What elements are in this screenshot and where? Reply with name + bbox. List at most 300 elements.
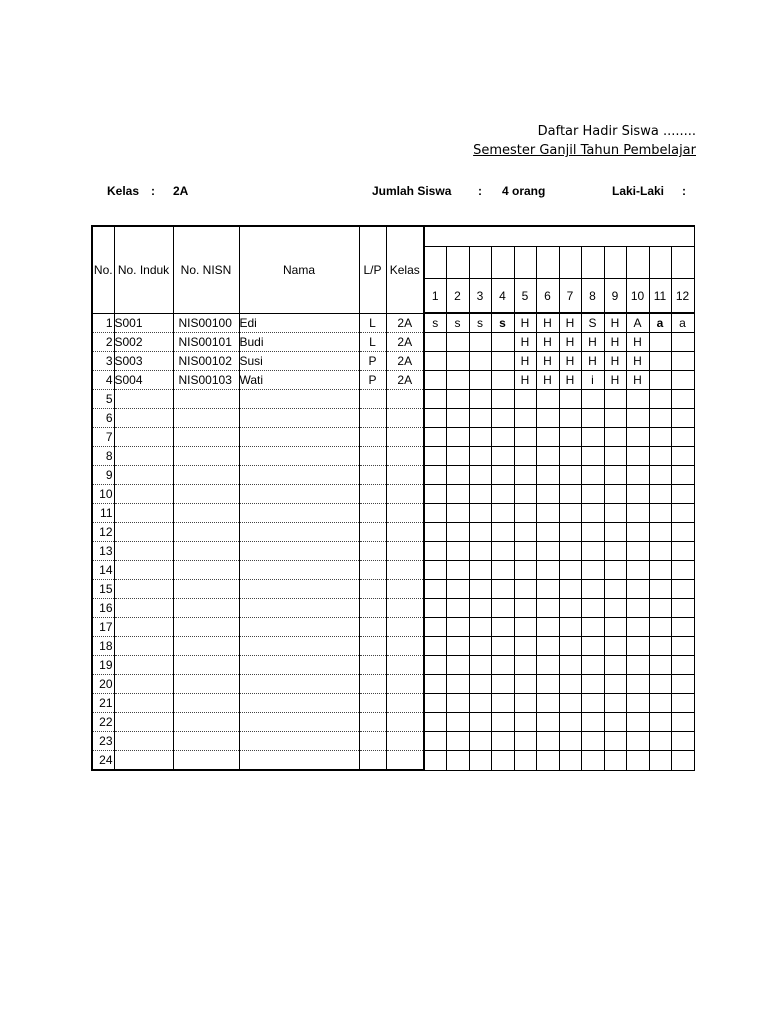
cell-no-induk[interactable] <box>114 675 173 694</box>
cell-attendance-day-9[interactable] <box>604 656 626 675</box>
cell-attendance-day-10[interactable] <box>626 618 649 637</box>
cell-no-induk[interactable] <box>114 656 173 675</box>
cell-nama[interactable] <box>239 523 359 542</box>
cell-attendance-day-2[interactable] <box>446 466 469 485</box>
cell-attendance-day-10[interactable] <box>626 447 649 466</box>
cell-kelas[interactable] <box>386 466 424 485</box>
cell-no-induk[interactable] <box>114 466 173 485</box>
cell-attendance-day-6[interactable] <box>536 732 559 751</box>
cell-lp[interactable] <box>359 599 386 618</box>
cell-attendance-day-12[interactable] <box>671 561 694 580</box>
cell-lp[interactable]: P <box>359 352 386 371</box>
cell-no-induk[interactable]: S003 <box>114 352 173 371</box>
cell-attendance-day-12[interactable] <box>671 352 694 371</box>
cell-attendance-day-5[interactable] <box>514 599 536 618</box>
cell-attendance-day-10[interactable]: H <box>626 352 649 371</box>
cell-nisn[interactable] <box>173 713 239 732</box>
cell-attendance-day-1[interactable] <box>424 675 446 694</box>
cell-kelas[interactable] <box>386 561 424 580</box>
cell-attendance-day-3[interactable] <box>469 580 491 599</box>
cell-attendance-day-6[interactable] <box>536 523 559 542</box>
cell-kelas[interactable]: 2A <box>386 371 424 390</box>
cell-nama[interactable] <box>239 618 359 637</box>
cell-attendance-day-5[interactable] <box>514 390 536 409</box>
cell-attendance-day-10[interactable] <box>626 732 649 751</box>
cell-kelas[interactable] <box>386 485 424 504</box>
cell-attendance-day-8[interactable] <box>581 409 604 428</box>
cell-attendance-day-11[interactable] <box>649 447 671 466</box>
cell-attendance-day-4[interactable]: s <box>491 313 514 333</box>
cell-attendance-day-2[interactable] <box>446 599 469 618</box>
cell-attendance-day-12[interactable] <box>671 580 694 599</box>
cell-no-induk[interactable] <box>114 580 173 599</box>
cell-attendance-day-12[interactable] <box>671 656 694 675</box>
cell-nama[interactable] <box>239 466 359 485</box>
cell-attendance-day-2[interactable] <box>446 333 469 352</box>
cell-no-induk[interactable] <box>114 542 173 561</box>
cell-attendance-day-10[interactable] <box>626 504 649 523</box>
cell-attendance-day-12[interactable] <box>671 523 694 542</box>
cell-attendance-day-8[interactable] <box>581 447 604 466</box>
cell-no-induk[interactable] <box>114 713 173 732</box>
cell-attendance-day-3[interactable] <box>469 390 491 409</box>
cell-attendance-day-10[interactable] <box>626 599 649 618</box>
cell-attendance-day-6[interactable]: H <box>536 352 559 371</box>
cell-attendance-day-4[interactable] <box>491 656 514 675</box>
cell-attendance-day-8[interactable]: H <box>581 352 604 371</box>
cell-attendance-day-5[interactable] <box>514 713 536 732</box>
cell-attendance-day-9[interactable] <box>604 732 626 751</box>
cell-attendance-day-1[interactable] <box>424 390 446 409</box>
cell-nisn[interactable] <box>173 751 239 771</box>
cell-attendance-day-11[interactable] <box>649 409 671 428</box>
cell-attendance-day-8[interactable] <box>581 713 604 732</box>
cell-attendance-day-11[interactable] <box>649 637 671 656</box>
cell-attendance-day-7[interactable] <box>559 428 581 447</box>
cell-nama[interactable] <box>239 504 359 523</box>
cell-attendance-day-6[interactable]: H <box>536 371 559 390</box>
cell-attendance-day-10[interactable] <box>626 409 649 428</box>
cell-attendance-day-2[interactable] <box>446 675 469 694</box>
cell-attendance-day-1[interactable] <box>424 637 446 656</box>
cell-attendance-day-12[interactable] <box>671 637 694 656</box>
cell-attendance-day-5[interactable] <box>514 542 536 561</box>
cell-attendance-day-4[interactable] <box>491 751 514 771</box>
cell-nama[interactable] <box>239 599 359 618</box>
cell-attendance-day-2[interactable] <box>446 713 469 732</box>
cell-attendance-day-11[interactable] <box>649 504 671 523</box>
cell-nisn[interactable] <box>173 542 239 561</box>
cell-attendance-day-2[interactable] <box>446 485 469 504</box>
cell-lp[interactable] <box>359 580 386 599</box>
cell-attendance-day-5[interactable] <box>514 618 536 637</box>
cell-kelas[interactable] <box>386 542 424 561</box>
cell-attendance-day-7[interactable] <box>559 523 581 542</box>
cell-attendance-day-6[interactable]: H <box>536 333 559 352</box>
cell-nisn[interactable] <box>173 409 239 428</box>
cell-nama[interactable] <box>239 542 359 561</box>
cell-attendance-day-9[interactable]: H <box>604 333 626 352</box>
cell-attendance-day-11[interactable] <box>649 466 671 485</box>
cell-attendance-day-7[interactable] <box>559 637 581 656</box>
cell-attendance-day-8[interactable] <box>581 428 604 447</box>
cell-attendance-day-4[interactable] <box>491 618 514 637</box>
cell-attendance-day-7[interactable] <box>559 390 581 409</box>
cell-kelas[interactable] <box>386 599 424 618</box>
cell-attendance-day-9[interactable] <box>604 580 626 599</box>
cell-attendance-day-9[interactable] <box>604 618 626 637</box>
cell-attendance-day-5[interactable] <box>514 428 536 447</box>
cell-attendance-day-5[interactable] <box>514 504 536 523</box>
cell-attendance-day-10[interactable] <box>626 637 649 656</box>
cell-nama[interactable] <box>239 447 359 466</box>
cell-attendance-day-10[interactable] <box>626 485 649 504</box>
cell-attendance-day-12[interactable] <box>671 504 694 523</box>
cell-lp[interactable] <box>359 656 386 675</box>
cell-attendance-day-11[interactable] <box>649 352 671 371</box>
cell-attendance-day-5[interactable] <box>514 466 536 485</box>
cell-attendance-day-5[interactable] <box>514 675 536 694</box>
cell-attendance-day-7[interactable] <box>559 618 581 637</box>
cell-attendance-day-4[interactable] <box>491 409 514 428</box>
cell-attendance-day-12[interactable] <box>671 694 694 713</box>
cell-attendance-day-3[interactable] <box>469 656 491 675</box>
cell-kelas[interactable] <box>386 732 424 751</box>
cell-attendance-day-8[interactable]: i <box>581 371 604 390</box>
cell-attendance-day-10[interactable] <box>626 523 649 542</box>
cell-attendance-day-5[interactable] <box>514 656 536 675</box>
cell-attendance-day-5[interactable] <box>514 447 536 466</box>
cell-attendance-day-2[interactable] <box>446 428 469 447</box>
cell-no-induk[interactable] <box>114 561 173 580</box>
cell-lp[interactable] <box>359 504 386 523</box>
cell-attendance-day-7[interactable] <box>559 713 581 732</box>
cell-attendance-day-8[interactable] <box>581 694 604 713</box>
cell-attendance-day-3[interactable] <box>469 599 491 618</box>
cell-attendance-day-9[interactable]: H <box>604 313 626 333</box>
cell-attendance-day-6[interactable] <box>536 618 559 637</box>
cell-attendance-day-8[interactable]: H <box>581 333 604 352</box>
cell-attendance-day-10[interactable] <box>626 675 649 694</box>
cell-nama[interactable] <box>239 656 359 675</box>
cell-attendance-day-1[interactable] <box>424 504 446 523</box>
cell-attendance-day-9[interactable] <box>604 409 626 428</box>
cell-attendance-day-4[interactable] <box>491 542 514 561</box>
cell-attendance-day-11[interactable] <box>649 732 671 751</box>
cell-attendance-day-12[interactable] <box>671 751 694 771</box>
cell-attendance-day-12[interactable] <box>671 599 694 618</box>
cell-attendance-day-7[interactable] <box>559 561 581 580</box>
cell-attendance-day-8[interactable] <box>581 523 604 542</box>
cell-no-induk[interactable] <box>114 447 173 466</box>
cell-attendance-day-6[interactable] <box>536 713 559 732</box>
cell-attendance-day-10[interactable] <box>626 751 649 771</box>
cell-attendance-day-3[interactable] <box>469 732 491 751</box>
cell-nama[interactable] <box>239 390 359 409</box>
cell-attendance-day-6[interactable] <box>536 504 559 523</box>
cell-attendance-day-1[interactable] <box>424 333 446 352</box>
cell-attendance-day-12[interactable] <box>671 371 694 390</box>
cell-attendance-day-10[interactable] <box>626 713 649 732</box>
cell-nisn[interactable] <box>173 732 239 751</box>
cell-attendance-day-2[interactable] <box>446 409 469 428</box>
cell-attendance-day-11[interactable] <box>649 523 671 542</box>
cell-lp[interactable] <box>359 466 386 485</box>
cell-attendance-day-12[interactable] <box>671 428 694 447</box>
cell-attendance-day-12[interactable] <box>671 618 694 637</box>
cell-attendance-day-3[interactable] <box>469 504 491 523</box>
cell-attendance-day-6[interactable]: H <box>536 313 559 333</box>
cell-attendance-day-9[interactable] <box>604 390 626 409</box>
cell-lp[interactable]: L <box>359 333 386 352</box>
cell-attendance-day-5[interactable] <box>514 485 536 504</box>
cell-attendance-day-6[interactable] <box>536 751 559 771</box>
cell-attendance-day-9[interactable] <box>604 637 626 656</box>
cell-kelas[interactable] <box>386 675 424 694</box>
cell-attendance-day-1[interactable] <box>424 656 446 675</box>
cell-kelas[interactable] <box>386 409 424 428</box>
cell-attendance-day-11[interactable] <box>649 371 671 390</box>
cell-attendance-day-9[interactable] <box>604 428 626 447</box>
cell-attendance-day-5[interactable] <box>514 694 536 713</box>
cell-attendance-day-2[interactable] <box>446 637 469 656</box>
cell-lp[interactable]: L <box>359 313 386 333</box>
cell-attendance-day-2[interactable] <box>446 694 469 713</box>
cell-nama[interactable] <box>239 580 359 599</box>
cell-attendance-day-11[interactable]: a <box>649 313 671 333</box>
cell-attendance-day-7[interactable] <box>559 504 581 523</box>
cell-attendance-day-1[interactable] <box>424 694 446 713</box>
cell-kelas[interactable] <box>386 751 424 771</box>
cell-attendance-day-5[interactable]: H <box>514 313 536 333</box>
cell-attendance-day-5[interactable] <box>514 523 536 542</box>
cell-attendance-day-3[interactable] <box>469 675 491 694</box>
cell-attendance-day-3[interactable] <box>469 751 491 771</box>
cell-attendance-day-12[interactable] <box>671 466 694 485</box>
cell-no-induk[interactable]: S001 <box>114 313 173 333</box>
cell-attendance-day-1[interactable] <box>424 428 446 447</box>
cell-nisn[interactable] <box>173 599 239 618</box>
cell-lp[interactable] <box>359 751 386 771</box>
cell-attendance-day-7[interactable] <box>559 466 581 485</box>
cell-attendance-day-7[interactable] <box>559 542 581 561</box>
cell-attendance-day-9[interactable]: H <box>604 352 626 371</box>
cell-attendance-day-8[interactable]: S <box>581 313 604 333</box>
cell-nisn[interactable]: NIS00103 <box>173 371 239 390</box>
cell-attendance-day-4[interactable] <box>491 504 514 523</box>
cell-attendance-day-6[interactable] <box>536 447 559 466</box>
cell-attendance-day-3[interactable] <box>469 561 491 580</box>
cell-lp[interactable]: P <box>359 371 386 390</box>
cell-attendance-day-5[interactable] <box>514 561 536 580</box>
cell-attendance-day-2[interactable] <box>446 523 469 542</box>
cell-attendance-day-4[interactable] <box>491 390 514 409</box>
cell-attendance-day-1[interactable] <box>424 580 446 599</box>
cell-attendance-day-12[interactable] <box>671 409 694 428</box>
cell-attendance-day-7[interactable] <box>559 675 581 694</box>
cell-attendance-day-3[interactable] <box>469 542 491 561</box>
cell-attendance-day-4[interactable] <box>491 561 514 580</box>
cell-attendance-day-2[interactable] <box>446 447 469 466</box>
cell-no-induk[interactable] <box>114 599 173 618</box>
cell-nisn[interactable] <box>173 561 239 580</box>
cell-attendance-day-1[interactable] <box>424 485 446 504</box>
cell-attendance-day-4[interactable] <box>491 580 514 599</box>
cell-attendance-day-2[interactable] <box>446 732 469 751</box>
cell-attendance-day-4[interactable] <box>491 466 514 485</box>
cell-nama[interactable]: Susi <box>239 352 359 371</box>
cell-no-induk[interactable] <box>114 485 173 504</box>
cell-attendance-day-12[interactable] <box>671 447 694 466</box>
cell-attendance-day-2[interactable] <box>446 561 469 580</box>
cell-kelas[interactable] <box>386 523 424 542</box>
cell-lp[interactable] <box>359 542 386 561</box>
cell-attendance-day-4[interactable] <box>491 447 514 466</box>
cell-attendance-day-6[interactable] <box>536 409 559 428</box>
cell-nama[interactable] <box>239 713 359 732</box>
cell-attendance-day-10[interactable] <box>626 466 649 485</box>
cell-lp[interactable] <box>359 523 386 542</box>
cell-kelas[interactable]: 2A <box>386 333 424 352</box>
cell-attendance-day-9[interactable] <box>604 542 626 561</box>
cell-kelas[interactable] <box>386 656 424 675</box>
cell-attendance-day-12[interactable] <box>671 732 694 751</box>
cell-nisn[interactable] <box>173 447 239 466</box>
cell-attendance-day-8[interactable] <box>581 732 604 751</box>
cell-attendance-day-1[interactable] <box>424 732 446 751</box>
cell-attendance-day-10[interactable] <box>626 542 649 561</box>
cell-nama[interactable] <box>239 751 359 771</box>
cell-nama[interactable] <box>239 485 359 504</box>
cell-attendance-day-1[interactable] <box>424 352 446 371</box>
cell-attendance-day-1[interactable] <box>424 447 446 466</box>
cell-no-induk[interactable] <box>114 409 173 428</box>
cell-attendance-day-10[interactable] <box>626 694 649 713</box>
cell-kelas[interactable] <box>386 580 424 599</box>
cell-attendance-day-6[interactable] <box>536 485 559 504</box>
cell-attendance-day-3[interactable] <box>469 352 491 371</box>
cell-lp[interactable] <box>359 713 386 732</box>
cell-nisn[interactable] <box>173 466 239 485</box>
cell-attendance-day-11[interactable] <box>649 580 671 599</box>
cell-no-induk[interactable] <box>114 751 173 771</box>
cell-attendance-day-8[interactable] <box>581 637 604 656</box>
cell-attendance-day-9[interactable] <box>604 675 626 694</box>
cell-attendance-day-10[interactable]: H <box>626 333 649 352</box>
cell-no-induk[interactable] <box>114 390 173 409</box>
cell-attendance-day-2[interactable] <box>446 618 469 637</box>
cell-attendance-day-10[interactable] <box>626 580 649 599</box>
cell-lp[interactable] <box>359 732 386 751</box>
cell-nisn[interactable] <box>173 428 239 447</box>
cell-attendance-day-3[interactable] <box>469 371 491 390</box>
cell-nisn[interactable] <box>173 656 239 675</box>
cell-attendance-day-3[interactable] <box>469 618 491 637</box>
cell-attendance-day-8[interactable] <box>581 542 604 561</box>
cell-kelas[interactable] <box>386 504 424 523</box>
cell-attendance-day-9[interactable] <box>604 599 626 618</box>
cell-attendance-day-7[interactable] <box>559 751 581 771</box>
cell-nisn[interactable]: NIS00101 <box>173 333 239 352</box>
cell-attendance-day-4[interactable] <box>491 637 514 656</box>
cell-attendance-day-9[interactable] <box>604 504 626 523</box>
cell-nisn[interactable] <box>173 675 239 694</box>
cell-attendance-day-1[interactable] <box>424 466 446 485</box>
cell-attendance-day-7[interactable] <box>559 580 581 599</box>
cell-no-induk[interactable]: S004 <box>114 371 173 390</box>
cell-attendance-day-11[interactable] <box>649 618 671 637</box>
cell-attendance-day-6[interactable] <box>536 466 559 485</box>
cell-kelas[interactable]: 2A <box>386 352 424 371</box>
cell-attendance-day-6[interactable] <box>536 656 559 675</box>
cell-attendance-day-7[interactable] <box>559 732 581 751</box>
cell-attendance-day-8[interactable] <box>581 390 604 409</box>
cell-attendance-day-4[interactable] <box>491 523 514 542</box>
cell-attendance-day-5[interactable] <box>514 409 536 428</box>
cell-attendance-day-11[interactable] <box>649 428 671 447</box>
cell-attendance-day-8[interactable] <box>581 751 604 771</box>
cell-attendance-day-6[interactable] <box>536 694 559 713</box>
cell-attendance-day-8[interactable] <box>581 485 604 504</box>
cell-attendance-day-5[interactable] <box>514 637 536 656</box>
cell-attendance-day-11[interactable] <box>649 713 671 732</box>
cell-attendance-day-5[interactable] <box>514 751 536 771</box>
cell-attendance-day-12[interactable] <box>671 333 694 352</box>
cell-nama[interactable] <box>239 732 359 751</box>
cell-attendance-day-9[interactable] <box>604 466 626 485</box>
cell-nisn[interactable] <box>173 523 239 542</box>
cell-attendance-day-4[interactable] <box>491 675 514 694</box>
cell-no-induk[interactable] <box>114 428 173 447</box>
cell-attendance-day-3[interactable] <box>469 713 491 732</box>
cell-attendance-day-4[interactable] <box>491 599 514 618</box>
cell-attendance-day-10[interactable] <box>626 561 649 580</box>
cell-lp[interactable] <box>359 390 386 409</box>
cell-kelas[interactable] <box>386 447 424 466</box>
cell-attendance-day-1[interactable] <box>424 618 446 637</box>
cell-attendance-day-10[interactable] <box>626 428 649 447</box>
cell-attendance-day-12[interactable]: a <box>671 313 694 333</box>
cell-attendance-day-1[interactable] <box>424 371 446 390</box>
cell-attendance-day-2[interactable] <box>446 580 469 599</box>
cell-attendance-day-8[interactable] <box>581 618 604 637</box>
cell-attendance-day-1[interactable] <box>424 409 446 428</box>
cell-attendance-day-4[interactable] <box>491 428 514 447</box>
cell-attendance-day-7[interactable]: H <box>559 313 581 333</box>
cell-attendance-day-11[interactable] <box>649 542 671 561</box>
cell-attendance-day-6[interactable] <box>536 428 559 447</box>
cell-nisn[interactable] <box>173 504 239 523</box>
cell-lp[interactable] <box>359 561 386 580</box>
cell-kelas[interactable] <box>386 713 424 732</box>
cell-attendance-day-1[interactable] <box>424 561 446 580</box>
cell-attendance-day-1[interactable] <box>424 751 446 771</box>
cell-attendance-day-3[interactable] <box>469 694 491 713</box>
cell-attendance-day-3[interactable] <box>469 409 491 428</box>
cell-attendance-day-9[interactable] <box>604 485 626 504</box>
cell-attendance-day-3[interactable] <box>469 637 491 656</box>
cell-kelas[interactable]: 2A <box>386 313 424 333</box>
cell-attendance-day-4[interactable] <box>491 333 514 352</box>
cell-attendance-day-5[interactable]: H <box>514 371 536 390</box>
cell-nama[interactable]: Edi <box>239 313 359 333</box>
cell-attendance-day-9[interactable] <box>604 523 626 542</box>
cell-attendance-day-5[interactable] <box>514 732 536 751</box>
cell-kelas[interactable] <box>386 637 424 656</box>
cell-lp[interactable] <box>359 694 386 713</box>
cell-nama[interactable]: Budi <box>239 333 359 352</box>
cell-attendance-day-3[interactable]: s <box>469 313 491 333</box>
